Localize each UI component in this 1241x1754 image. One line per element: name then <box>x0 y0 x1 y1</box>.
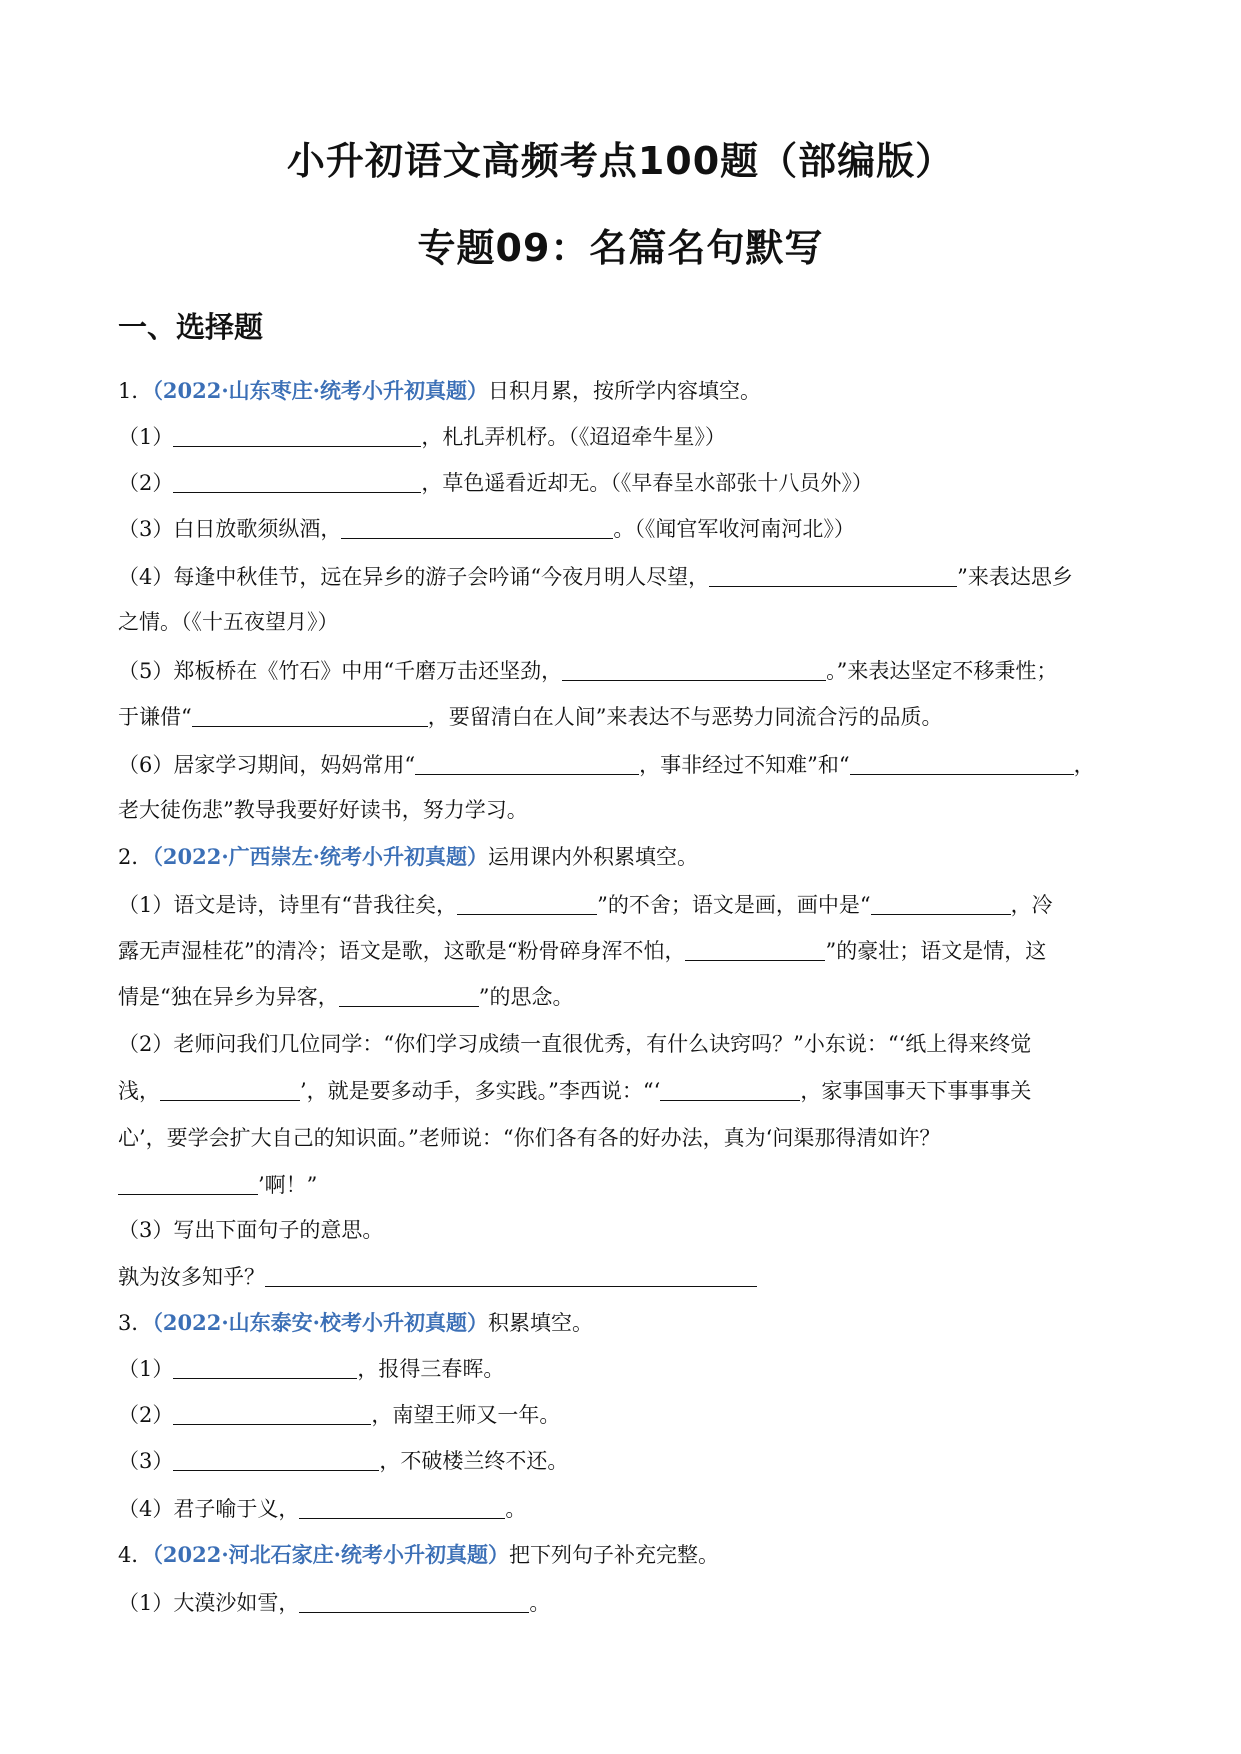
answer-blank[interactable] <box>685 940 825 961</box>
question-2-part-1: （1）语文是诗，诗里有“昔我往矣， ”的不舍；语文是画，画中是“ ，冷 <box>118 893 1053 917</box>
question-source: （2022·河北石家庄·统考小升初真题） <box>152 1542 509 1567</box>
question-3-item-4: （4）君子喻于义， 。 <box>118 1497 527 1521</box>
question-1-item-2: （2） ，草色遥看近却无。（《早春呈水部张十八员外》） <box>118 471 873 495</box>
question-1-item-5: （5）郑板桥在《竹石》中用“千磨万击还坚劲， 。”来表达坚定不移秉性； <box>118 659 1058 683</box>
question-1-header: 1．（2022·山东枣庄·统考小升初真题）日积月累，按所学内容填空。 <box>118 378 761 403</box>
question-2-part-3: （3）写出下面句子的意思。 <box>118 1218 384 1242</box>
answer-blank[interactable] <box>339 986 479 1007</box>
answer-blank[interactable] <box>173 1404 371 1425</box>
question-3-item-2: （2） ，南望王师又一年。 <box>118 1403 561 1427</box>
question-3-item-1: （1） ，报得三春晖。 <box>118 1357 505 1381</box>
answer-blank[interactable] <box>341 518 613 539</box>
question-2-part-1-line-3: 情是“独在异乡为异客， ”的思念。 <box>118 985 574 1009</box>
answer-blank[interactable] <box>299 1592 529 1613</box>
page-subtitle: 专题09：名篇名句默写 <box>417 226 824 270</box>
question-1-item-1: （1） ，札扎弄机杼。（《迢迢牵牛星》） <box>118 425 726 449</box>
question-3-header: 3．（2022·山东泰安·校考小升初真题）积累填空。 <box>118 1310 593 1335</box>
question-2-part-2: （2）老师问我们几位同学：“你们学习成绩一直很优秀，有什么诀窍吗？”小东说：“‘纸上得来终觉 <box>118 1032 1032 1056</box>
answer-blank[interactable] <box>709 566 957 587</box>
question-2-header: 2．（2022·广西崇左·统考小升初真题）运用课内外积累填空。 <box>118 844 698 869</box>
question-2-part-1-line-2: 露无声湿桂花”的清冷；语文是歌，这歌是“粉骨碎身浑不怕， ”的豪壮；语文是情，这 <box>118 939 1047 963</box>
question-1-item-6: （6）居家学习期间，妈妈常用“ ，事非经过不知难”和“ ， <box>118 753 1095 777</box>
question-2-part-2-line-3: 心’，要学会扩大自己的知识面。”老师说：“你们各有各的好办法，真为‘问渠那得清如许？ <box>118 1126 941 1150</box>
question-2-part-2-line-2: 浅， ’，就是要多动手，多实践。”李西说：“‘ ，家事国事天下事事事关 <box>118 1079 1032 1103</box>
question-source: （2022·山东泰安·校考小升初真题） <box>152 1310 488 1335</box>
answer-blank[interactable] <box>173 426 421 447</box>
answer-blank[interactable] <box>173 1358 357 1379</box>
question-1-item-5-cont: 于谦借“ ，要留清白在人间”来表达不与恶势力同流合污的品质。 <box>118 705 943 729</box>
answer-blank[interactable] <box>173 472 421 493</box>
answer-blank[interactable] <box>660 1080 800 1101</box>
question-1-item-4: （4）每逢中秋佳节，远在异乡的游子会吟诵“今夜月明人尽望， ”来表达思乡 <box>118 565 1073 589</box>
answer-blank[interactable] <box>871 894 1011 915</box>
answer-blank[interactable] <box>160 1080 300 1101</box>
answer-blank[interactable] <box>850 754 1074 775</box>
answer-blank[interactable] <box>265 1266 757 1287</box>
answer-blank[interactable] <box>192 706 428 727</box>
answer-blank[interactable] <box>118 1174 258 1195</box>
question-2-part-2-line-4: ’啊！” <box>118 1174 317 1196</box>
question-1-item-3: （3）白日放歌须纵酒， 。（《闻官军收河南河北》） <box>118 517 855 541</box>
answer-blank[interactable] <box>457 894 597 915</box>
page-title: 小升初语文高频考点100题（部编版） <box>286 139 955 183</box>
question-2-part-3-answer: 孰为汝多知乎？ <box>118 1266 757 1288</box>
question-1-item-4-cont: 之情。（《十五夜望月》） <box>118 610 339 634</box>
question-4-item-1: （1）大漠沙如雪， 。 <box>118 1591 551 1615</box>
answer-blank[interactable] <box>299 1498 505 1519</box>
question-source: （2022·山东枣庄·统考小升初真题） <box>152 378 488 403</box>
answer-blank[interactable] <box>562 660 826 681</box>
question-1-item-6-cont: 老大徒伤悲”教导我要好好读书，努力学习。 <box>118 798 528 822</box>
answer-blank[interactable] <box>173 1450 379 1471</box>
question-source: （2022·广西崇左·统考小升初真题） <box>152 844 488 869</box>
question-4-header: 4．（2022·河北石家庄·统考小升初真题）把下列句子补充完整。 <box>118 1542 719 1567</box>
answer-blank[interactable] <box>415 754 639 775</box>
question-3-item-3: （3） ，不破楼兰终不还。 <box>118 1449 569 1473</box>
section-heading: 一、选择题 <box>118 310 264 344</box>
